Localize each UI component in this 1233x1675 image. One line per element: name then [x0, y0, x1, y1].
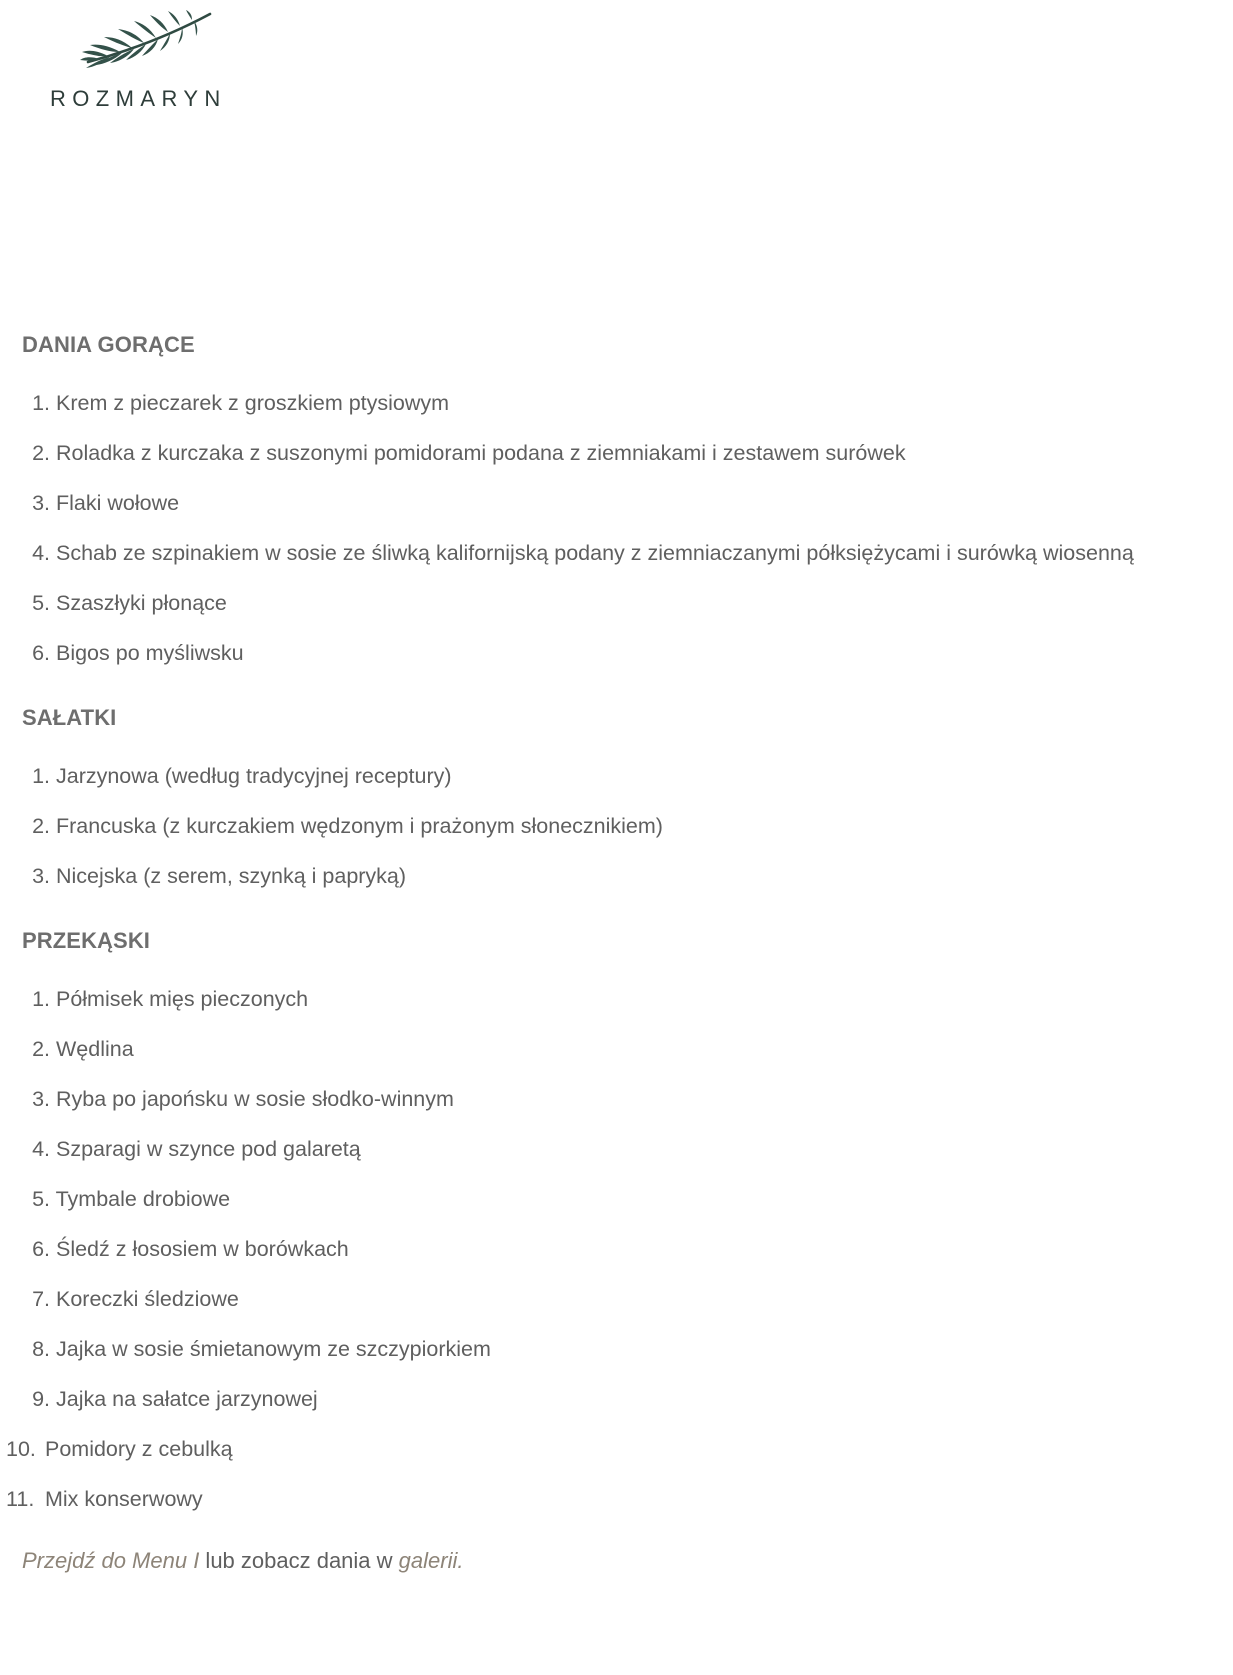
item-number: 5.	[32, 1187, 50, 1211]
list-item	[22, 1234, 1222, 1284]
list-item	[22, 588, 1222, 638]
section-przekaski	[6, 923, 1222, 1534]
list-item	[22, 1384, 1222, 1434]
item-label: Tymbale drobiowe	[55, 1187, 231, 1211]
list-item	[22, 984, 1222, 1034]
list-item	[22, 1084, 1222, 1134]
list-item	[6, 1434, 1222, 1484]
item-number: 6.	[32, 1237, 50, 1261]
brand-name: ROZMARYN	[50, 86, 227, 111]
item-number: 6.	[32, 641, 50, 665]
list-item	[22, 638, 1222, 688]
item-number: 2.	[32, 1037, 50, 1061]
item-number: 8.	[32, 1337, 50, 1361]
list-item	[22, 861, 1222, 911]
section-salatki	[22, 700, 1222, 911]
list-item	[22, 438, 1222, 488]
item-label: Francuska (z kurczakiem wędzonym i prażonym słonecznikiem)	[55, 814, 663, 838]
item-label: Wędlina	[55, 1037, 134, 1061]
item-label: Szparagi w szynce pod galaretą	[55, 1137, 361, 1161]
list-item	[22, 1034, 1222, 1084]
list-item	[22, 538, 1222, 588]
section-title: PRZEKĄSKI	[22, 928, 151, 953]
item-number: 1.	[32, 391, 50, 415]
menu-link[interactable]: Przejdź do Menu I	[22, 1548, 200, 1573]
item-number: 3.	[32, 1087, 50, 1111]
item-number: 3.	[32, 864, 50, 888]
brand-logo[interactable]	[50, 10, 240, 120]
list-item	[22, 1184, 1222, 1234]
item-label: Szaszłyki płonące	[55, 591, 227, 615]
list-item	[22, 1334, 1222, 1384]
menu-list	[22, 388, 1222, 688]
item-label: Krem z pieczarek z groszkiem ptysiowym	[55, 391, 450, 415]
item-label: Śledź z łososiem w borówkach	[55, 1237, 349, 1261]
item-label: Roladka z kurczaka z suszonymi pomidorami podana z ziemniakami i zestawem surówek	[55, 441, 906, 465]
item-number: 7.	[32, 1287, 50, 1311]
item-number: 3.	[32, 491, 50, 515]
list-item	[22, 811, 1222, 861]
gallery-link[interactable]: galerii	[398, 1548, 458, 1573]
section-title: SAŁATKI	[22, 705, 117, 730]
menu-list	[22, 761, 1222, 911]
item-label: Jarzynowa (według tradycyjnej receptury)	[55, 764, 452, 788]
item-number: 2.	[32, 441, 50, 465]
list-item	[22, 761, 1222, 811]
item-label: Flaki wołowe	[55, 491, 180, 515]
item-number: 9.	[32, 1387, 50, 1411]
item-number: 11.	[6, 1487, 35, 1511]
item-number: 4.	[32, 1137, 50, 1161]
footer-text: lub zobacz dania w	[199, 1548, 399, 1573]
item-label: Ryba po japońsku w sosie słodko-winnym	[55, 1087, 454, 1111]
item-number: 1.	[32, 987, 50, 1011]
footer-navigation	[22, 1546, 1222, 1576]
item-label: Pomidory z cebulką	[44, 1437, 233, 1461]
item-label: Bigos po myśliwsku	[55, 641, 244, 665]
item-label: Nicejska (z serem, szynką i papryką)	[55, 864, 407, 888]
item-number: 1.	[32, 764, 50, 788]
item-label: Jajka w sosie śmietanowym ze szczypiorkiem	[55, 1337, 491, 1361]
item-number: 5.	[32, 591, 50, 615]
menu-content	[6, 327, 1222, 1576]
list-item	[22, 1134, 1222, 1184]
item-number: 10.	[6, 1437, 36, 1461]
section-dania-gorace	[22, 327, 1222, 688]
item-label: Jajka na sałatce jarzynowej	[55, 1387, 318, 1411]
list-item	[22, 1284, 1222, 1334]
section-title: DANIA GORĄCE	[22, 332, 195, 357]
item-label: Schab ze szpinakiem w sosie ze śliwką kalifornijską podany z ziemniaczanymi półksiężycami i surówką wiosenną	[55, 541, 1134, 565]
item-number: 4.	[32, 541, 50, 565]
item-label: Półmisek mięs pieczonych	[55, 987, 309, 1011]
item-number: 2.	[32, 814, 50, 838]
item-label: Mix konserwowy	[44, 1487, 203, 1511]
footer-period: .	[457, 1548, 464, 1573]
rosemary-sprig-icon	[80, 10, 220, 80]
list-item	[6, 1484, 1222, 1534]
item-label: Koreczki śledziowe	[55, 1287, 239, 1311]
list-item	[22, 488, 1222, 538]
menu-list	[6, 984, 1222, 1534]
list-item	[22, 388, 1222, 438]
